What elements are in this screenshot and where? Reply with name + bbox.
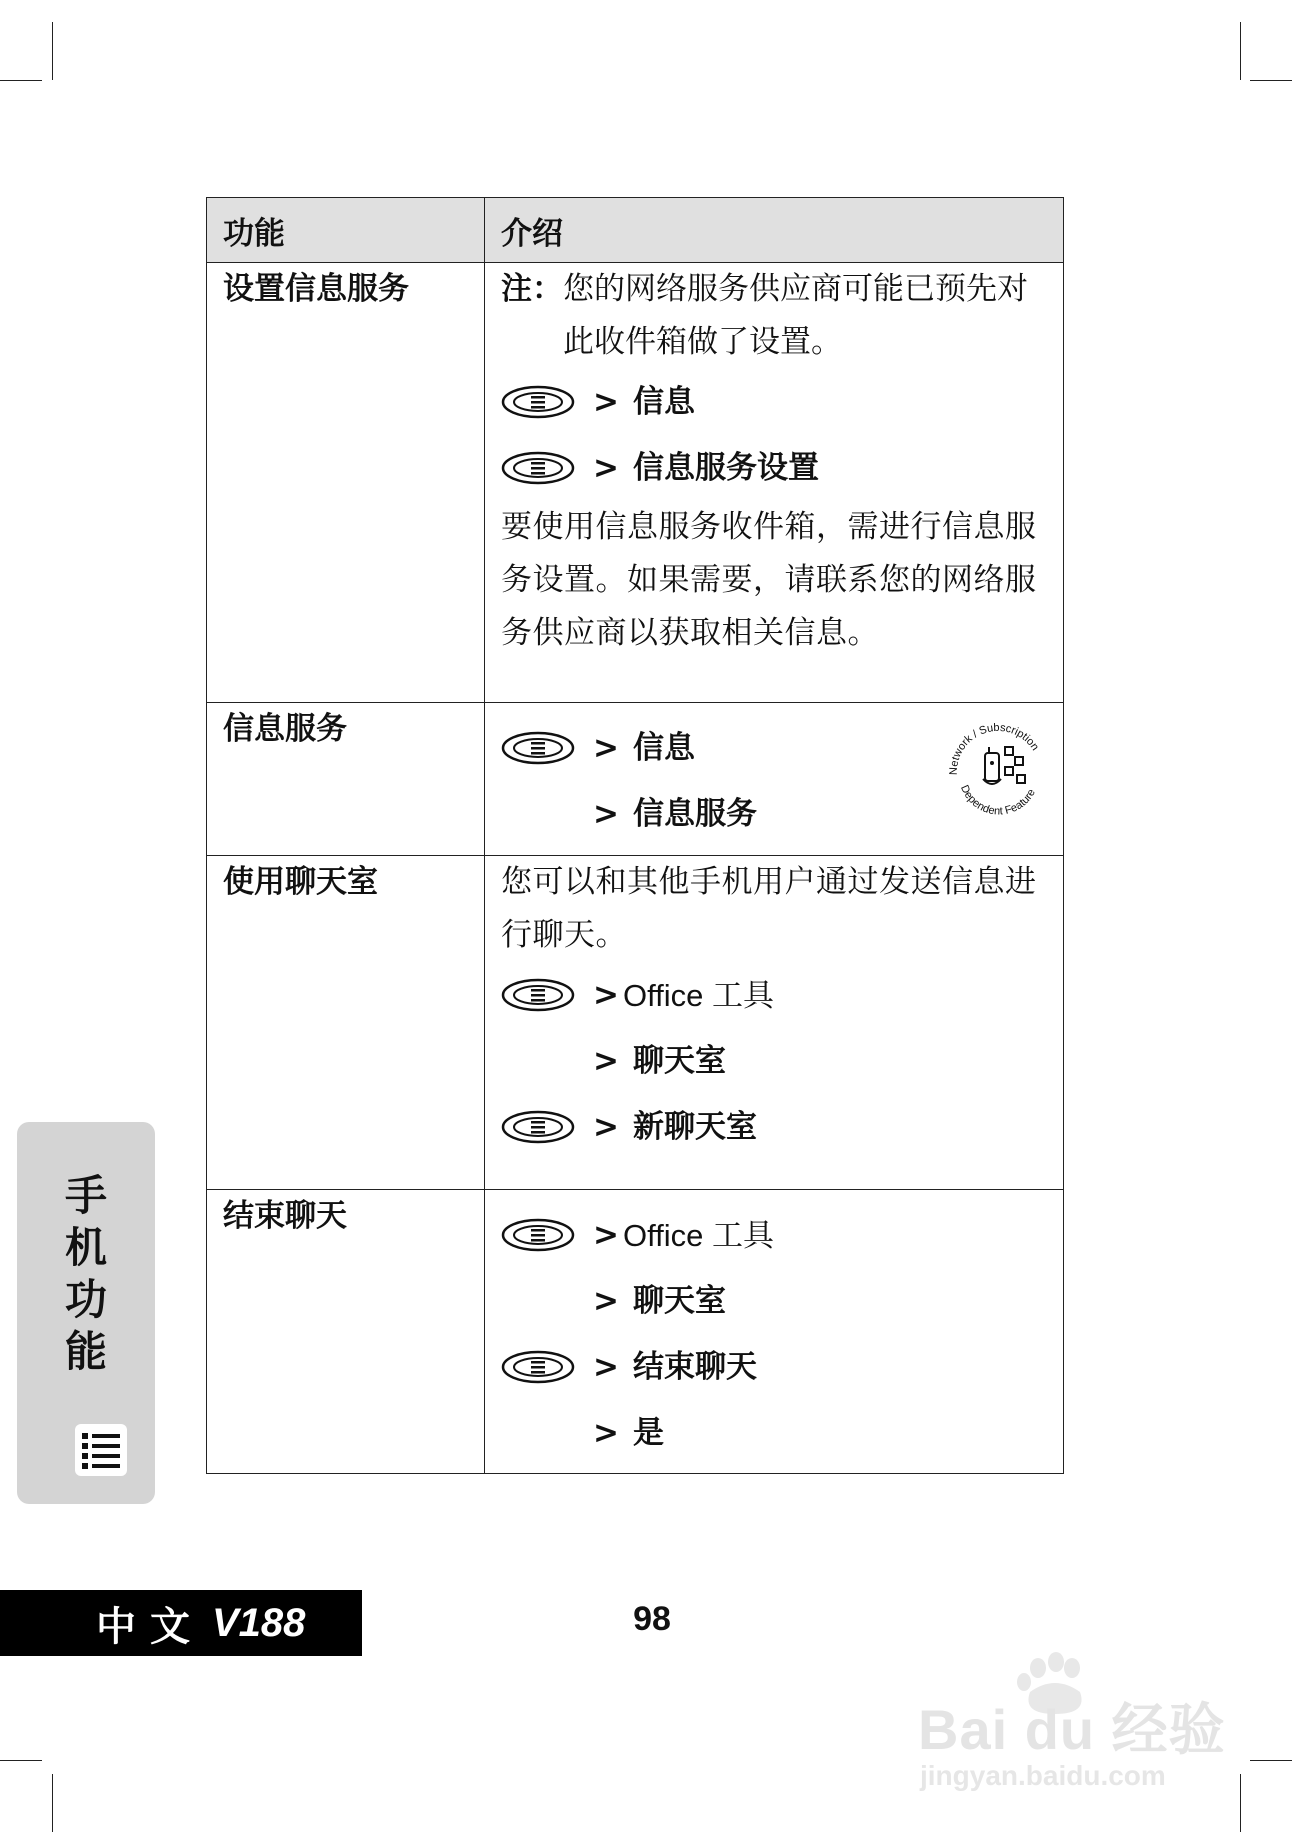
column-header-feature: 功能: [207, 198, 485, 263]
feature-description: [485, 263, 1064, 703]
arrow: >: [593, 1108, 619, 1145]
table-row: [207, 856, 1064, 1190]
menu-item-label: 聊天室: [632, 1042, 726, 1079]
column-header-description: 介绍: [485, 198, 1064, 263]
menu-key-icon: [501, 978, 575, 1012]
feature-table: [206, 197, 1064, 1474]
chapter-title: [17, 1170, 155, 1378]
table-row: [207, 703, 1064, 856]
feature-description: [485, 856, 1064, 1190]
page-number: 98: [633, 1600, 671, 1638]
list-icon: [75, 1424, 127, 1476]
menu-item-label: Office 工具: [622, 1217, 775, 1253]
chapter-side-tab: [17, 1122, 155, 1504]
crop-mark: [1240, 22, 1241, 80]
arrow: >: [593, 1282, 619, 1319]
watermark-url: jingyan.baidu.com: [920, 1760, 1166, 1791]
menu-item-label: 新聊天室: [632, 1108, 757, 1145]
footer-language: 中文: [96, 1602, 204, 1650]
menu-item-label: 信息服务: [632, 795, 757, 832]
menu-item-label: Office 工具: [622, 977, 775, 1013]
note-label: 注：: [501, 271, 563, 307]
table-row: [207, 1190, 1064, 1474]
feature-name: 信息服务: [207, 703, 485, 856]
menu-path-step: [501, 1268, 1047, 1334]
note: [501, 263, 1047, 369]
menu-path-step: [501, 435, 1047, 501]
feature-name: 使用聊天室: [207, 856, 485, 1190]
arrow: >: [593, 449, 619, 486]
chapter-title-char: 能: [64, 1327, 107, 1376]
menu-item-label: 信息: [632, 383, 695, 420]
arrow: >: [593, 1348, 619, 1385]
footer-bar: [0, 1590, 362, 1656]
description-text: 要使用信息服务收件箱，需进行信息服务设置。如果需要，请联系您的网络服务供应商以获取相关信息。: [501, 509, 1037, 651]
crop-mark: [0, 1760, 42, 1761]
chapter-title-char: 手: [64, 1171, 107, 1220]
arrow: >: [593, 1042, 619, 1079]
description-text: 您可以和其他手机用户通过发送信息进行聊天。: [501, 864, 1037, 953]
table-header-row: [207, 198, 1064, 263]
crop-mark: [1240, 1774, 1241, 1832]
crop-mark: [0, 80, 42, 81]
menu-item-label: 信息: [632, 729, 695, 766]
chapter-title-char: 机: [64, 1223, 107, 1272]
network-subscription-dependent-feature-icon: [943, 717, 1051, 825]
menu-path-step: [501, 1202, 1047, 1268]
menu-path-step: [501, 1028, 1047, 1094]
note-text: 您的网络服务供应商可能已预先对此收件箱做了设置。: [563, 271, 1028, 360]
arrow: >: [593, 976, 619, 1013]
svg-text:Dependent Feature: Dependent Feature: [958, 783, 1038, 818]
menu-path-step: [501, 1400, 1047, 1466]
menu-key-icon: [501, 1350, 575, 1384]
menu-key-icon: [501, 1218, 575, 1252]
arrow: >: [593, 729, 619, 766]
menu-path-step: [501, 962, 1047, 1028]
feature-name: 设置信息服务: [207, 263, 485, 703]
crop-mark: [52, 22, 53, 80]
menu-key-icon: [501, 451, 575, 485]
arrow: >: [593, 1216, 619, 1253]
feature-description: [485, 1190, 1064, 1474]
menu-path-step: [501, 369, 1047, 435]
menu-path-step: [501, 1334, 1047, 1400]
chapter-title-char: 功: [64, 1275, 107, 1324]
crop-mark: [1250, 1760, 1292, 1761]
arrow: >: [593, 1414, 619, 1451]
menu-item-label: 聊天室: [632, 1282, 726, 1319]
footer-model: V188: [212, 1600, 306, 1645]
menu-item-label: 结束聊天: [632, 1348, 757, 1385]
crop-mark: [52, 1774, 53, 1832]
watermark-brand: Bai du 经验: [918, 1698, 1226, 1761]
menu-item-label: 是: [632, 1414, 664, 1451]
svg-text:Network / Subscription: Network / Subscription: [947, 721, 1041, 776]
arrow: >: [593, 383, 619, 420]
menu-key-icon: [501, 385, 575, 419]
arrow: >: [593, 795, 619, 832]
feature-name: 结束聊天: [207, 1190, 485, 1474]
menu-path-step: [501, 1094, 1047, 1160]
menu-item-label: 信息服务设置: [632, 449, 819, 486]
menu-key-icon: [501, 1110, 575, 1144]
menu-key-icon: [501, 731, 575, 765]
crop-mark: [1250, 80, 1292, 81]
feature-description: [485, 703, 1064, 856]
table-row: [207, 263, 1064, 703]
